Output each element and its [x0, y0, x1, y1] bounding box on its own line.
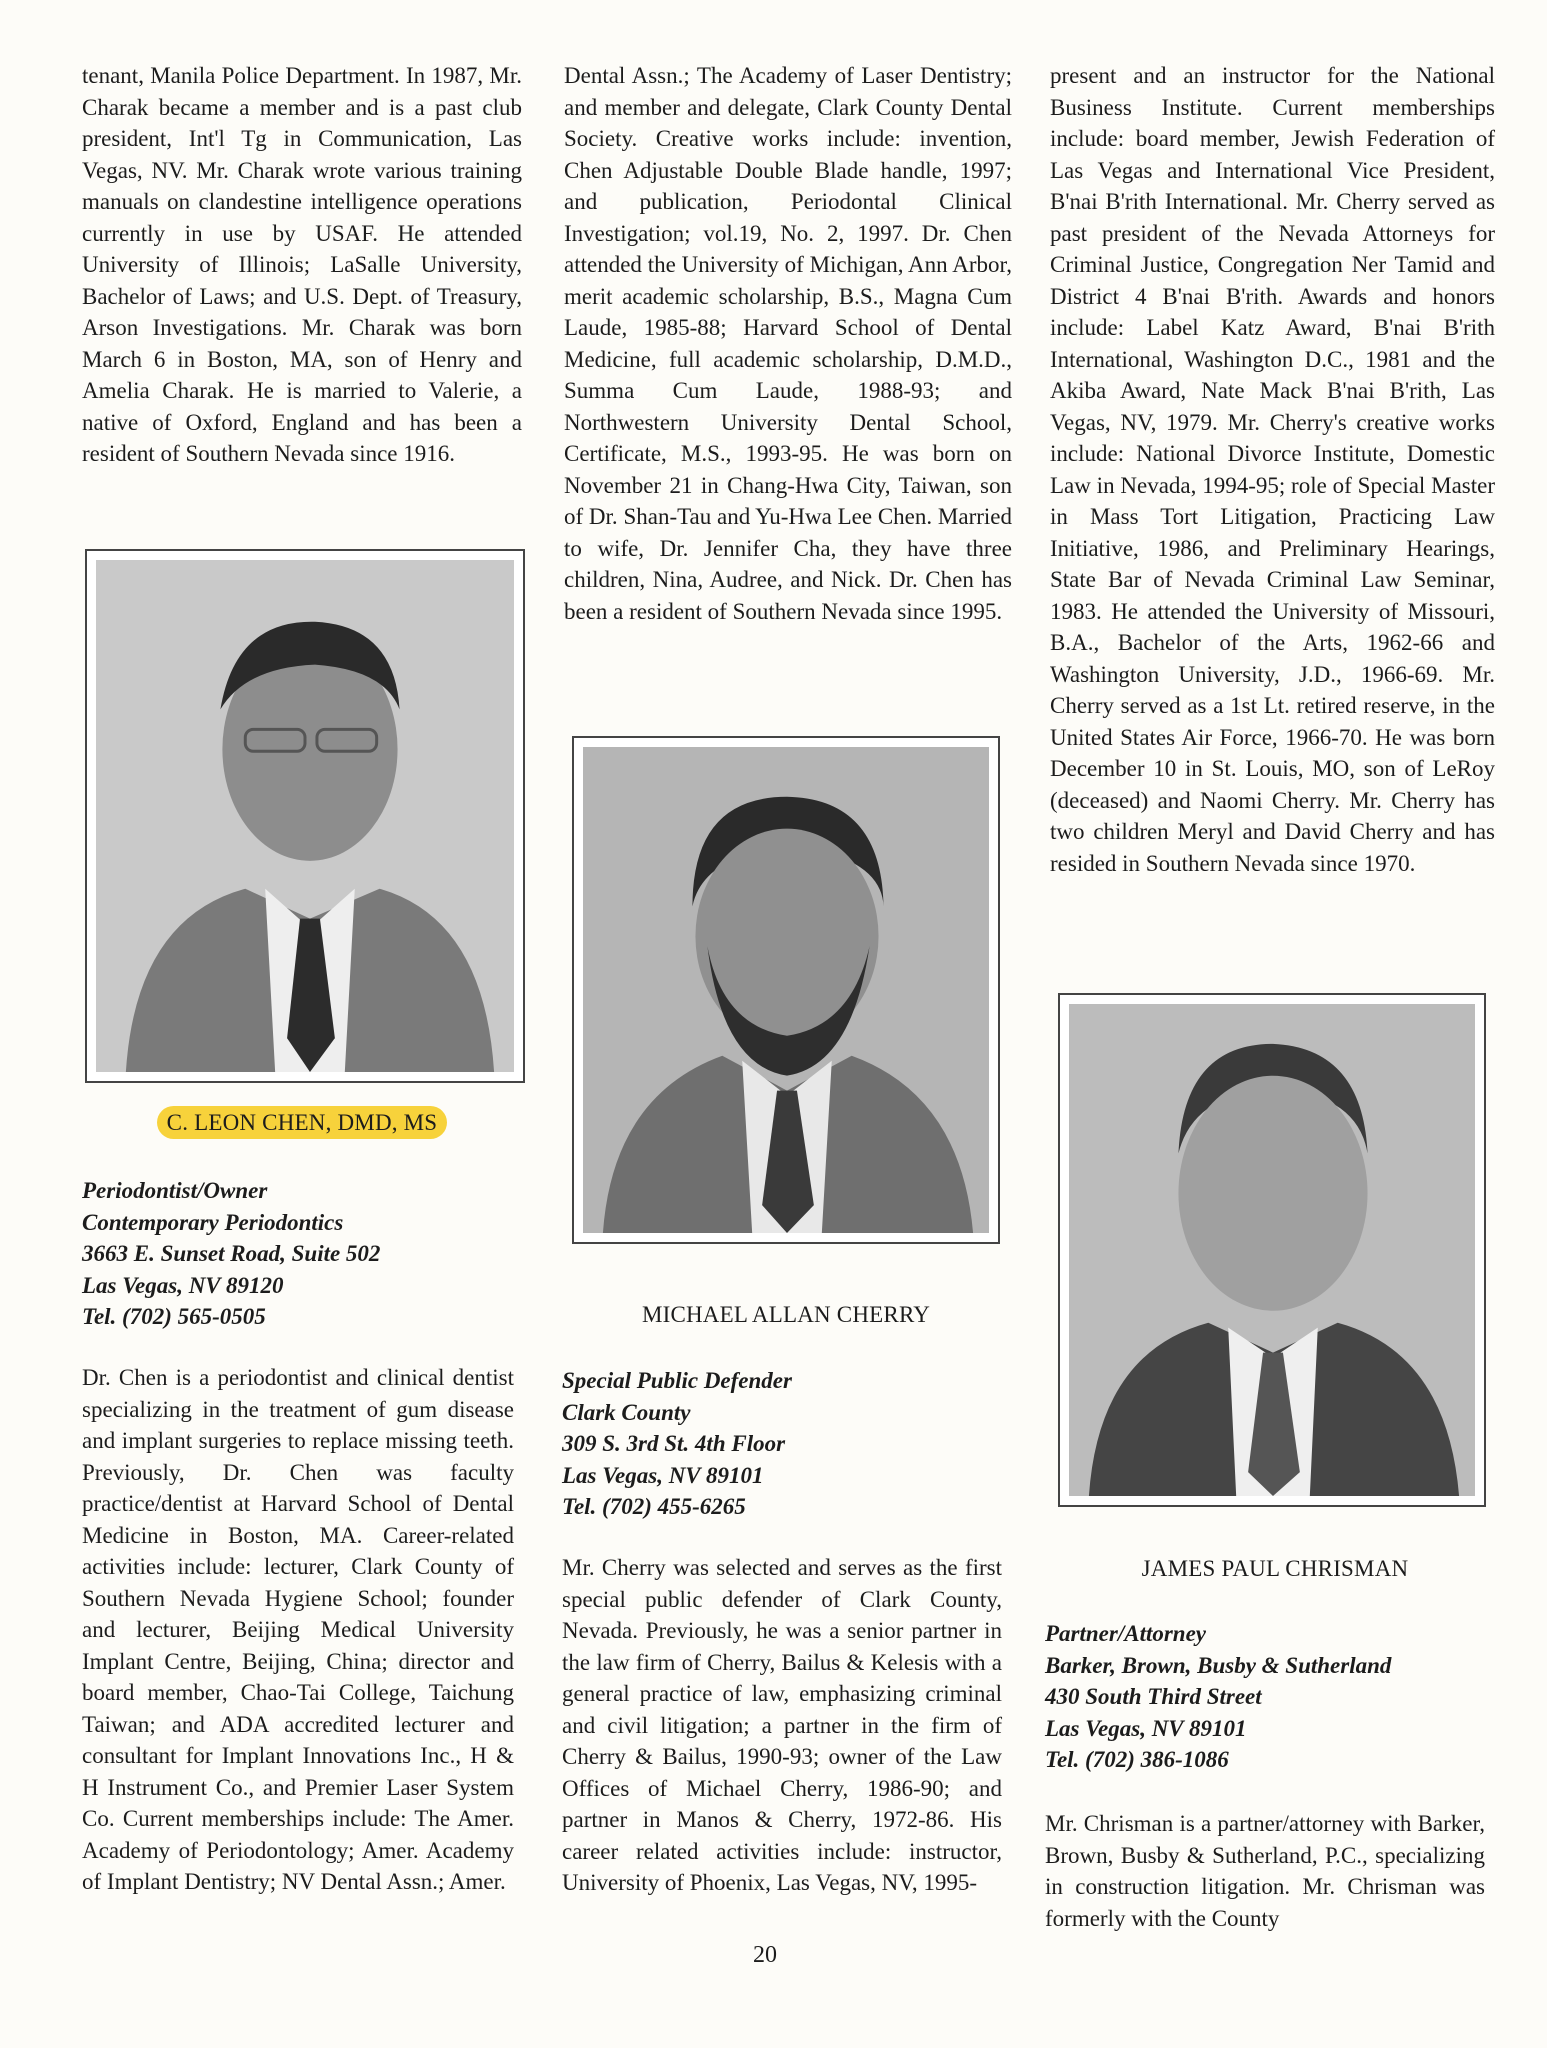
bio-cherry: [562, 1552, 1002, 1899]
portrait-silhouette: [583, 747, 989, 1233]
bio-chrisman: [1045, 1808, 1485, 1934]
portrait-silhouette: [96, 560, 514, 1072]
name-text: MICHAEL ALLAN CHERRY: [641, 1302, 931, 1327]
portrait-silhouette: [1069, 1004, 1475, 1496]
portrait-image: [96, 560, 514, 1072]
bio-chen: [82, 1362, 514, 1898]
contact-phone: Tel. (702) 386-1086: [1045, 1747, 1229, 1772]
bio-chrisman-text: Mr. Chrisman is a partner/attorney with Barker, Brown, Busby & Sutherland, P.C., specializing in construction litigation. Mr. Chrisman was formerly with the County: [1045, 1811, 1485, 1931]
contact-address: 3663 E. Sunset Road, Suite 502: [82, 1241, 381, 1266]
contact-company: Contemporary Periodontics: [82, 1209, 344, 1235]
col2-intro-text: Dental Assn.; The Academy of Laser Dentistry; and member and delegate, Clark County Dental Society. Creative works include: invention, Chen Adjustable Double Blade handle, 1997; and publication, Periodontal Clinical Investigation; vol.19, No. 2, 1997. Dr. Chen attended the University of Michigan, Ann Arbor, merit academic scholarship, B.S., Magna Cum Laude, 1985-88; Harvard School of Dental Medicine, full academic scholarship, D.M.D., Summa Cum Laude, 1988-93; and Northwestern University Dental School, Certificate, M.S., 1993-95. He was born on November 21 in Chang-Hwa City, Taiwan, son of Dr. Shan-Tau and Yu-Hwa Lee Chen. Married to wife, Dr. Jennifer Cha, they have three children, Nina, Audree, and Nick. Dr. Chen has been a resident of Southern Nevada since 1995.: [564, 63, 1012, 624]
photo-james-chrisman: [1058, 993, 1486, 1507]
contact-city: Las Vegas, NV 89101: [562, 1462, 764, 1488]
contact-address: 430 South Third Street: [1045, 1684, 1262, 1709]
photo-c-leon-chen: [85, 549, 525, 1083]
contact-company: Barker, Brown, Busby & Sutherland: [1045, 1652, 1392, 1678]
person-name-cherry: [572, 1302, 1000, 1328]
bio-cherry-text: Mr. Cherry was selected and serves as the first special public defender of Clark County, Nevada. Previously, he was a senior partner in the law firm of Cherry, Bailus & Kelesis with a general practice of law, emphasizing criminal and civil litigation; a partner in the firm of Cherry & Bailus, 1990-93; owner of the Law Offices of Michael Cherry, 1986-90; and partner in Manos & Cherry, 1972-86. His career related activities include: instructor, University of Phoenix, Las Vegas, NV, 1995-: [562, 1555, 1002, 1895]
portrait-image: [583, 747, 989, 1233]
contact-block-cherry: [562, 1365, 792, 1523]
contact-city: Las Vegas, NV 89120: [82, 1272, 284, 1298]
column-2: [564, 60, 1012, 627]
contact-company: Clark County: [562, 1399, 691, 1425]
column-3: [1050, 60, 1495, 879]
contact-city: Las Vegas, NV 89101: [1045, 1715, 1247, 1741]
contact-phone: Tel. (702) 455-6265: [562, 1494, 746, 1519]
col3-intro-text: present and an instructor for the National Business Institute. Current memberships include: board member, Jewish Federation of Las Vegas and International Vice President, B'nai B'rith International. Mr. Cherry served as past president of the Nevada Attorneys for Criminal Justice, Congregation Ner Tamid and District 4 B'nai B'rith. Awards and honors include: Label Katz Award, B'nai B'rith International, Washington D.C., 1981 and the Akiba Award, Nate Mack B'nai B'rith, Las Vegas, NV, 1979. Mr. Cherry's creative works include: National Divorce Institute, Domestic Law in Nevada, 1994-95; role of Special Master in Mass Tort Litigation, Practicing Law Initiative, 1986, and Preliminary Hearings, State Bar of Nevada Criminal Law Seminar, 1983. He attended the University of Missouri, B.A., Bachelor of the Arts, 1962-66 and Washington University, J.D., 1966-69. Mr. Cherry served as a 1st Lt. retired reserve, in the United States Air Force, 1966-70. He was born December 10 in St. Louis, MO, son of LeRoy (deceased) and Naomi Cherry. Mr. Cherry has two children Meryl and David Cherry and has resided in Southern Nevada since 1970.: [1050, 63, 1495, 876]
contact-title: Special Public Defender: [562, 1368, 792, 1393]
name-highlight: C. LEON CHEN, DMD, MS: [157, 1106, 448, 1139]
person-name-chrisman: [1050, 1556, 1500, 1582]
person-name-chen: [132, 1110, 472, 1136]
col1-intro-text: tenant, Manila Police Department. In 1987, Mr. Charak became a member and is a past club president, Int'l Tg in Communication, Las Vegas, NV. Mr. Charak wrote various training manuals on clandestine intelligence operations currently in use by USAF. He attended University of Illinois; LaSalle University, Bachelor of Laws; and U.S. Dept. of Treasury, Arson Investigations. Mr. Charak was born March 6 in Boston, MA, son of Henry and Amelia Charak. He is married to Valerie, a native of Oxford, England and has been a resident of Southern Nevada since 1916.: [82, 63, 522, 466]
contact-block-chen: [82, 1175, 380, 1333]
page-number: 20: [753, 1942, 777, 1968]
portrait-image: [1069, 1004, 1475, 1496]
name-text: JAMES PAUL CHRISMAN: [1141, 1556, 1409, 1581]
photo-michael-cherry: [572, 736, 1000, 1244]
contact-block-chrisman: [1045, 1618, 1391, 1776]
contact-phone: Tel. (702) 565-0505: [82, 1304, 266, 1329]
contact-title: Partner/Attorney: [1045, 1621, 1207, 1646]
contact-title: Periodontist/Owner: [82, 1178, 268, 1203]
contact-address: 309 S. 3rd St. 4th Floor: [562, 1431, 786, 1456]
bio-chen-text: Dr. Chen is a periodontist and clinical dentist specializing in the treatment of gum disease and implant surgeries to replace missing teeth. Previously, Dr. Chen was faculty practice/dentist at Harvard School of Dental Medicine in Boston, MA. Career-related activities include: lecturer, Clark County of Southern Nevada Hygiene School; founder and lecturer, Beijing Medical University Implant Centre, Beijing, China; director and board member, Chao-Tai College, Taichung Taiwan; and ADA accredited lecturer and consultant for Implant Innovations Inc., H & H Instrument Co., and Premier Laser System Co. Current memberships include: The Amer. Academy of Periodontology; Amer. Academy of Implant Dentistry; NV Dental Assn.; Amer.: [82, 1365, 514, 1894]
